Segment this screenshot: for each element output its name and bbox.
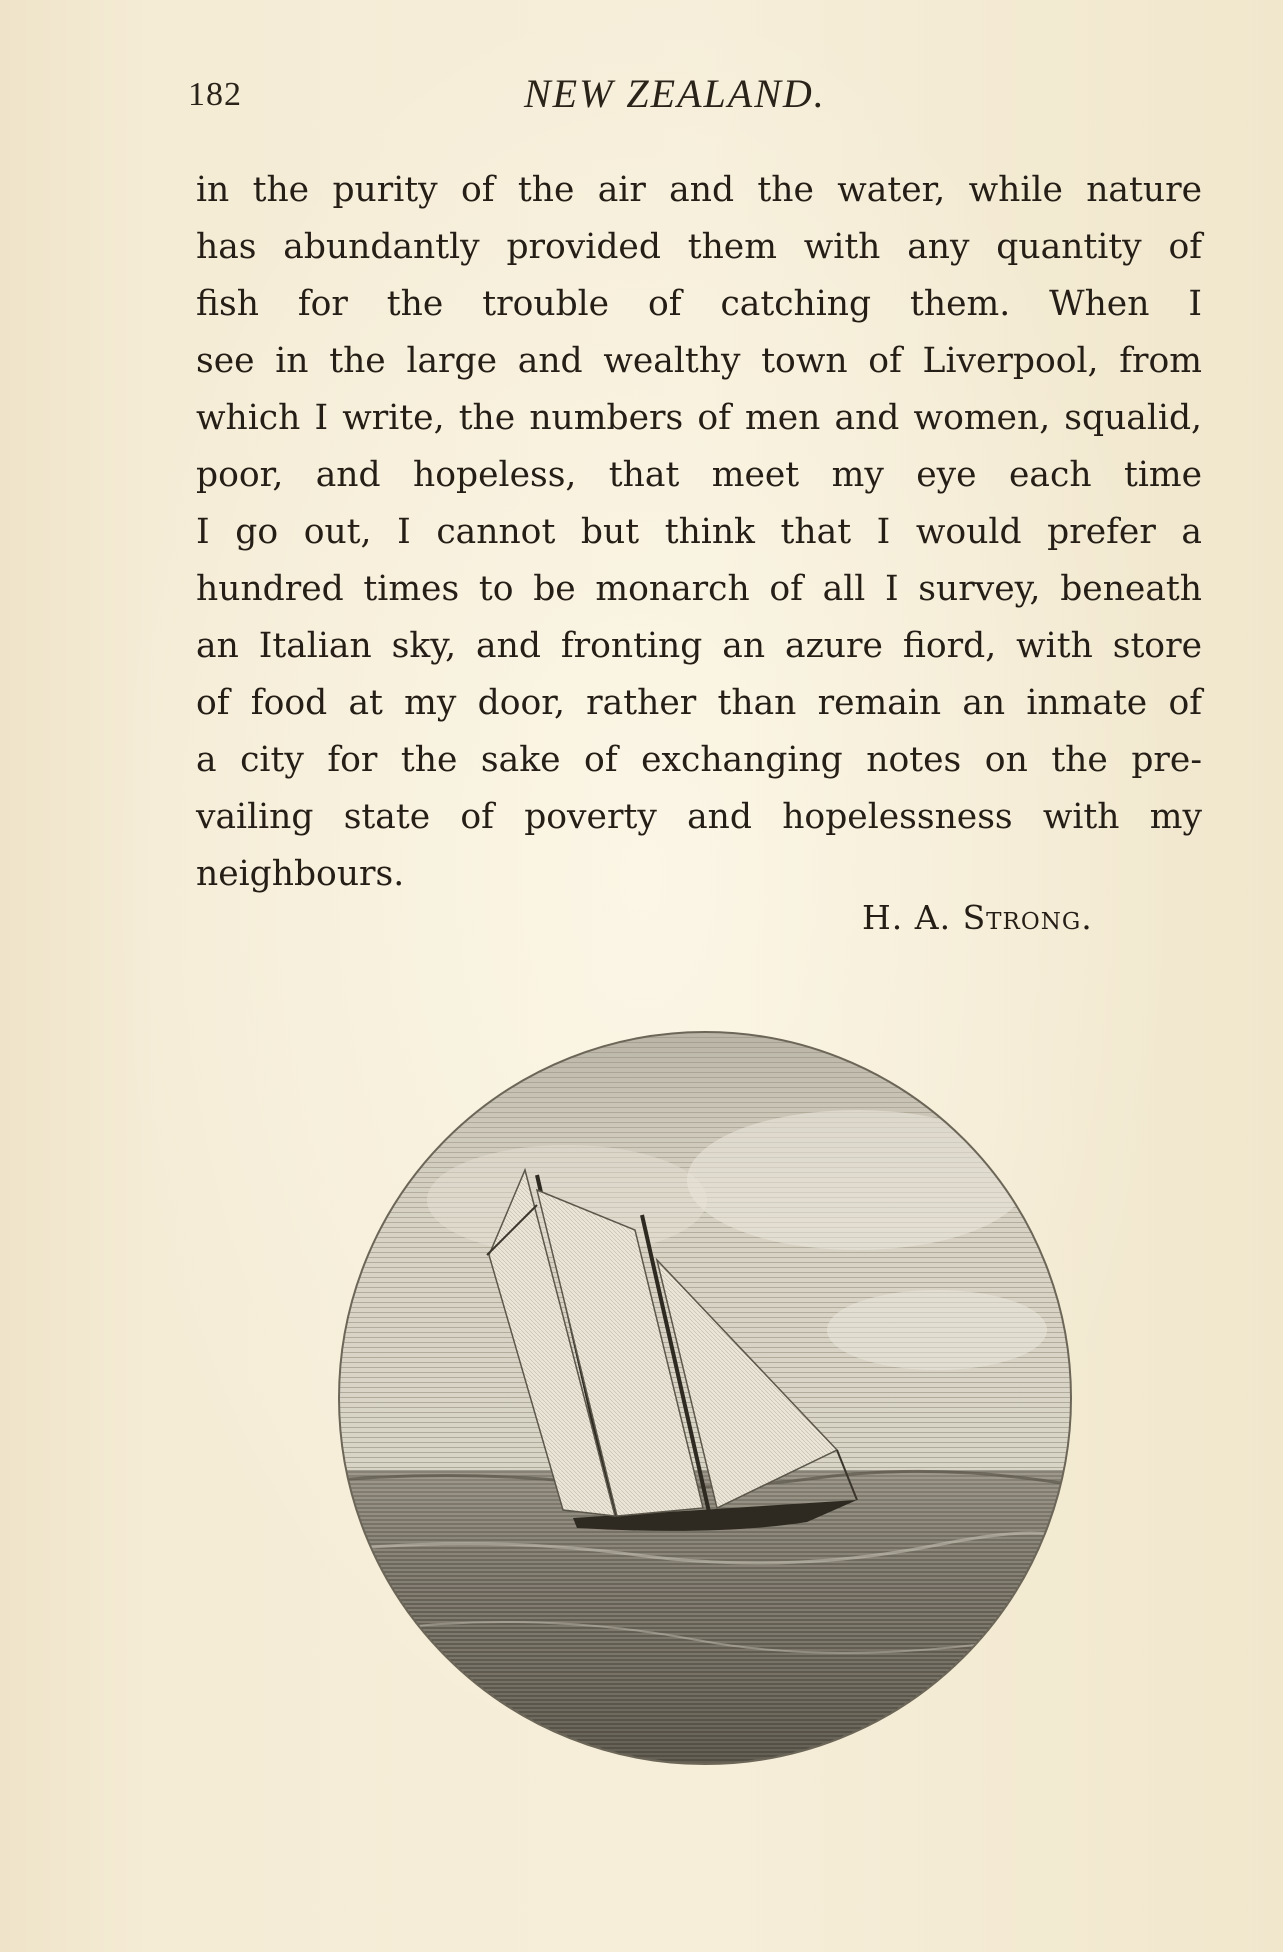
text-line: hundred times to be monarch of all I survey, beneath bbox=[196, 569, 1202, 609]
text-line: vailing state of poverty and hopelessness with my bbox=[196, 797, 1202, 837]
text-line: which I write, the numbers of men and women, squalid, bbox=[196, 398, 1202, 438]
text-line: in the purity of the air and the water, while nature bbox=[196, 170, 1202, 210]
page-number: 182 bbox=[188, 76, 242, 113]
body-paragraph bbox=[196, 162, 1202, 903]
text-line: has abundantly provided them with any quantity of bbox=[196, 227, 1202, 267]
page-header bbox=[188, 70, 1118, 120]
text-line: neighbours. bbox=[196, 854, 405, 894]
running-head: NEW ZEALAND. bbox=[524, 71, 826, 116]
text-line: I go out, I cannot but think that I would prefer a bbox=[196, 512, 1202, 552]
vignette-illustration bbox=[337, 1030, 1073, 1766]
text-line: see in the large and wealthy town of Liverpool, from bbox=[196, 341, 1202, 381]
text-line: an Italian sky, and fronting an azure fiord, with store bbox=[196, 626, 1202, 666]
text-line: of food at my door, rather than remain an inmate of bbox=[196, 683, 1202, 723]
text-line: poor, and hopeless, that meet my eye each time bbox=[196, 455, 1202, 495]
text-line: fish for the trouble of catching them. When I bbox=[196, 284, 1202, 324]
text-line: a city for the sake of exchanging notes on the pre- bbox=[196, 740, 1202, 780]
sailing-ship-engraving bbox=[337, 1030, 1073, 1766]
cloud bbox=[827, 1290, 1047, 1370]
author-signature: H. A. Strong. bbox=[862, 898, 1093, 937]
cloud bbox=[687, 1110, 1027, 1250]
